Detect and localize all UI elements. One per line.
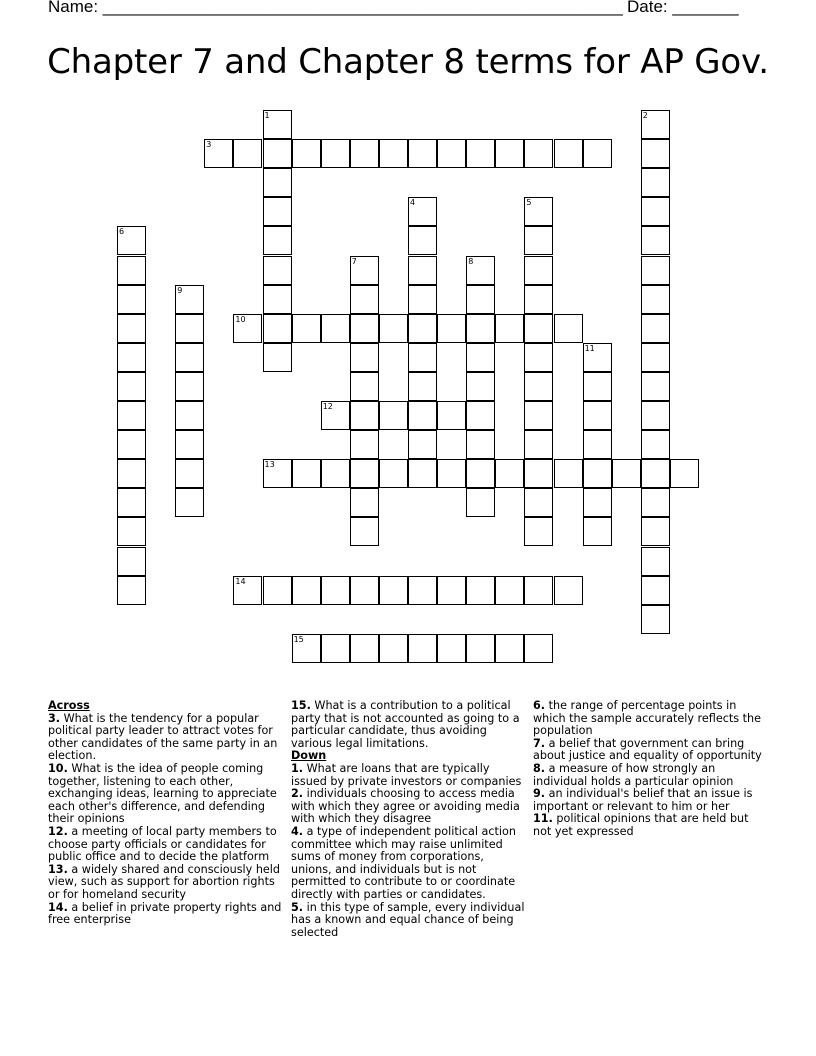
grid-cell[interactable] [583, 488, 612, 517]
grid-cell[interactable] [641, 517, 670, 546]
grid-cell[interactable] [117, 372, 146, 401]
clues-column-3 [533, 700, 769, 839]
down-clue-8: 8. a measure of how strongly an individual holds a particular opinion [533, 761, 734, 788]
grid-cell[interactable] [524, 343, 553, 372]
grid-cell[interactable] [641, 547, 670, 576]
grid-cell[interactable] [437, 401, 466, 430]
grid-cell[interactable] [524, 256, 553, 285]
grid-cell[interactable] [524, 459, 553, 488]
grid-cell[interactable] [292, 314, 321, 343]
grid-cell[interactable] [524, 372, 553, 401]
grid-cell[interactable] [175, 459, 204, 488]
grid-cell[interactable] [524, 634, 553, 663]
cell-number-10: 10 [235, 314, 246, 324]
grid-cell[interactable] [408, 343, 437, 372]
grid-cell[interactable] [321, 634, 350, 663]
grid-cell[interactable] [350, 634, 379, 663]
grid-cell[interactable] [263, 343, 292, 372]
grid-cell[interactable] [408, 139, 437, 168]
grid-cell[interactable] [641, 343, 670, 372]
grid-cell[interactable] [350, 576, 379, 605]
grid-cell[interactable] [641, 197, 670, 226]
across-clue-10: 10. What is the idea of people coming together, listening to each other, exchanging ideas, learning to appreciate each other's difference, and defending their opinions [48, 761, 277, 826]
grid-cell[interactable] [466, 314, 495, 343]
grid-cell[interactable] [408, 372, 437, 401]
grid-cell[interactable] [466, 285, 495, 314]
grid-cell[interactable] [263, 256, 292, 285]
across-heading: Across [48, 699, 90, 712]
down-clue-7: 7. a belief that government can bring about justice and equality of opportunity [533, 736, 762, 763]
grid-cell[interactable] [350, 314, 379, 343]
down-heading: Down [291, 749, 327, 763]
grid-cell[interactable] [117, 576, 146, 605]
grid-cell[interactable] [641, 314, 670, 343]
grid-cell[interactable] [641, 576, 670, 605]
cell-number-2: 2 [642, 111, 648, 120]
grid-cell[interactable] [117, 459, 146, 488]
grid-cell[interactable] [524, 285, 553, 314]
down-clue-6: 6. the range of percentage points in which the sample accurately reflects the population [533, 699, 761, 738]
grid-cell[interactable] [524, 517, 553, 546]
cell-number-6: 6 [119, 227, 125, 237]
grid-cell[interactable] [524, 401, 553, 430]
down-clue-9: 9. an individual's belief that an issue is important or relevant to him or her [533, 787, 753, 813]
grid-cell[interactable] [408, 226, 437, 255]
grid-cell[interactable] [175, 488, 204, 517]
grid-cell[interactable] [408, 285, 437, 314]
grid-cell[interactable] [408, 459, 437, 488]
grid-cell[interactable] [263, 168, 292, 197]
grid-cell[interactable] [466, 343, 495, 372]
grid-cell[interactable] [117, 256, 146, 285]
name-field[interactable]: Name: _______________________________________________________ [48, 0, 623, 16]
grid-cell[interactable] [408, 401, 437, 430]
grid-cell[interactable] [175, 372, 204, 401]
across-clue-12: 12. a meeting of local party members to choose party officials or candidates for public office and to decide the platform [48, 824, 277, 864]
grid-cell[interactable] [350, 139, 379, 168]
grid-cell[interactable] [524, 430, 553, 459]
grid-cell[interactable] [175, 430, 204, 459]
grid-cell[interactable] [583, 459, 612, 488]
grid-cell[interactable] [437, 634, 466, 663]
down-clue-2: 2. individuals choosing to access media with which they agree or avoiding media with which they disagree [291, 787, 520, 826]
grid-cell[interactable] [292, 576, 321, 605]
grid-cell[interactable] [379, 459, 408, 488]
grid-cell[interactable] [379, 634, 408, 663]
grid-cell[interactable] [583, 372, 612, 401]
grid-cell[interactable] [524, 314, 553, 343]
down-clue-4: 4. a type of independent political action committee which may raise unlimited sums of money from corporations, unions, and individuals but is not permitted to contribute to or coordinate directly with parties or candidates. [291, 824, 516, 901]
grid-cell[interactable] [495, 459, 524, 488]
grid-cell[interactable] [175, 401, 204, 430]
grid-cell[interactable] [321, 314, 350, 343]
page-title: Chapter 7 and Chapter 8 terms for AP Gov. [47, 42, 769, 82]
grid-cell[interactable] [583, 139, 612, 168]
grid-cell[interactable] [524, 226, 553, 255]
grid-cell[interactable] [263, 197, 292, 226]
grid-cell[interactable] [583, 401, 612, 430]
grid-cell[interactable] [641, 488, 670, 517]
down-clue-11: 11. political opinions that are held but not yet expressed [533, 812, 749, 838]
grid-cell[interactable] [292, 459, 321, 488]
grid-cell[interactable] [263, 139, 292, 168]
grid-cell[interactable] [670, 459, 699, 488]
cell-number-9: 9 [177, 285, 183, 295]
grid-cell[interactable] [466, 139, 495, 168]
grid-cell[interactable] [117, 430, 146, 459]
grid-cell[interactable] [641, 168, 670, 197]
grid-cell[interactable] [117, 517, 146, 546]
grid-cell[interactable] [641, 459, 670, 488]
grid-cell[interactable] [321, 576, 350, 605]
grid-cell[interactable] [641, 139, 670, 168]
cell-number-11: 11 [584, 343, 595, 353]
grid-cell[interactable] [641, 605, 670, 634]
grid-cell[interactable] [554, 459, 583, 488]
across-clue-13: 13. a widely shared and consciously held view, such as support for abortion rights or for homeland security [48, 862, 281, 901]
grid-cell[interactable] [495, 576, 524, 605]
grid-cell[interactable] [379, 139, 408, 168]
cell-number-1: 1 [264, 111, 270, 120]
grid-cell[interactable] [117, 314, 146, 343]
grid-cell[interactable] [350, 401, 379, 430]
grid-cell[interactable] [641, 226, 670, 255]
grid-cell[interactable] [350, 488, 379, 517]
grid-cell[interactable] [641, 372, 670, 401]
grid-cell[interactable] [321, 139, 350, 168]
grid-cell[interactable] [524, 139, 553, 168]
grid-cell[interactable] [263, 226, 292, 255]
cell-number-8: 8 [468, 256, 474, 266]
grid-cell[interactable] [379, 576, 408, 605]
cell-number-12: 12 [322, 402, 333, 411]
grid-cell[interactable] [350, 343, 379, 372]
grid-cell[interactable] [117, 401, 146, 430]
grid-cell[interactable] [117, 547, 146, 576]
grid-cell[interactable] [350, 285, 379, 314]
cell-number-15: 15 [293, 634, 304, 644]
down-clue-5: 5. in this type of sample, every individual has a known and equal chance of being selected [291, 900, 525, 939]
grid-cell[interactable] [524, 488, 553, 517]
clues-column-1 [48, 700, 284, 927]
grid-cell[interactable] [408, 256, 437, 285]
grid-cell[interactable] [321, 459, 350, 488]
across-clue-15: 15. What is a contribution to a political party that is not accounted as going to a particular candidate, thus avoiding various legal limitations. [291, 699, 520, 750]
name-date-line [48, 0, 748, 19]
grid-cell[interactable] [379, 401, 408, 430]
cell-number-7: 7 [351, 256, 357, 266]
grid-cell[interactable] [175, 343, 204, 372]
grid-cell[interactable] [379, 314, 408, 343]
grid-cell[interactable] [437, 139, 466, 168]
grid-cell[interactable] [408, 634, 437, 663]
grid-cell[interactable] [466, 401, 495, 430]
grid-cell[interactable] [350, 430, 379, 459]
grid-cell[interactable] [350, 372, 379, 401]
date-field[interactable]: Date: _______ [627, 0, 739, 16]
cell-number-5: 5 [526, 198, 532, 208]
grid-cell[interactable] [466, 576, 495, 605]
grid-cell[interactable] [466, 372, 495, 401]
grid-cell[interactable] [408, 430, 437, 459]
grid-cell[interactable] [466, 488, 495, 517]
grid-cell[interactable] [263, 314, 292, 343]
grid-cell[interactable] [350, 517, 379, 546]
grid-cell[interactable] [495, 139, 524, 168]
cell-number-3: 3 [206, 140, 212, 150]
grid-cell[interactable] [554, 139, 583, 168]
cell-number-4: 4 [410, 198, 416, 208]
cell-number-14: 14 [235, 576, 246, 586]
grid-cell[interactable] [495, 314, 524, 343]
grid-cell[interactable] [641, 430, 670, 459]
grid-cell[interactable] [583, 430, 612, 459]
grid-cell[interactable] [437, 314, 466, 343]
grid-cell[interactable] [641, 285, 670, 314]
grid-cell[interactable] [292, 139, 321, 168]
grid-cell[interactable] [583, 517, 612, 546]
grid-cell[interactable] [612, 459, 641, 488]
grid-cell[interactable] [466, 459, 495, 488]
grid-cell[interactable] [408, 314, 437, 343]
grid-cell[interactable] [524, 576, 553, 605]
grid-cell[interactable] [408, 576, 437, 605]
grid-cell[interactable] [117, 343, 146, 372]
grid-cell[interactable] [175, 314, 204, 343]
grid-cell[interactable] [263, 285, 292, 314]
grid-cell[interactable] [437, 576, 466, 605]
grid-cell[interactable] [117, 488, 146, 517]
across-clue-14: 14. a belief in private property rights and free enterprise [48, 900, 282, 927]
grid-cell[interactable] [495, 634, 524, 663]
across-clue-3: 3. What is the tendency for a popular political party leader to attract votes for other candidates of the same party in an election. [48, 711, 278, 763]
down-clue-1: 1. What are loans that are typically issued by private investors or companies [291, 761, 522, 788]
grid-cell[interactable] [554, 576, 583, 605]
grid-cell[interactable] [641, 401, 670, 430]
grid-cell[interactable] [263, 576, 292, 605]
grid-cell[interactable] [641, 256, 670, 285]
grid-cell[interactable] [350, 459, 379, 488]
cell-number-13: 13 [264, 460, 275, 470]
grid-cell[interactable] [466, 430, 495, 459]
grid-cell[interactable] [233, 139, 262, 168]
grid-cell[interactable] [466, 634, 495, 663]
clues-column-2 [291, 700, 525, 939]
grid-cell[interactable] [554, 314, 583, 343]
grid-cell[interactable] [117, 285, 146, 314]
grid-cell[interactable] [437, 459, 466, 488]
